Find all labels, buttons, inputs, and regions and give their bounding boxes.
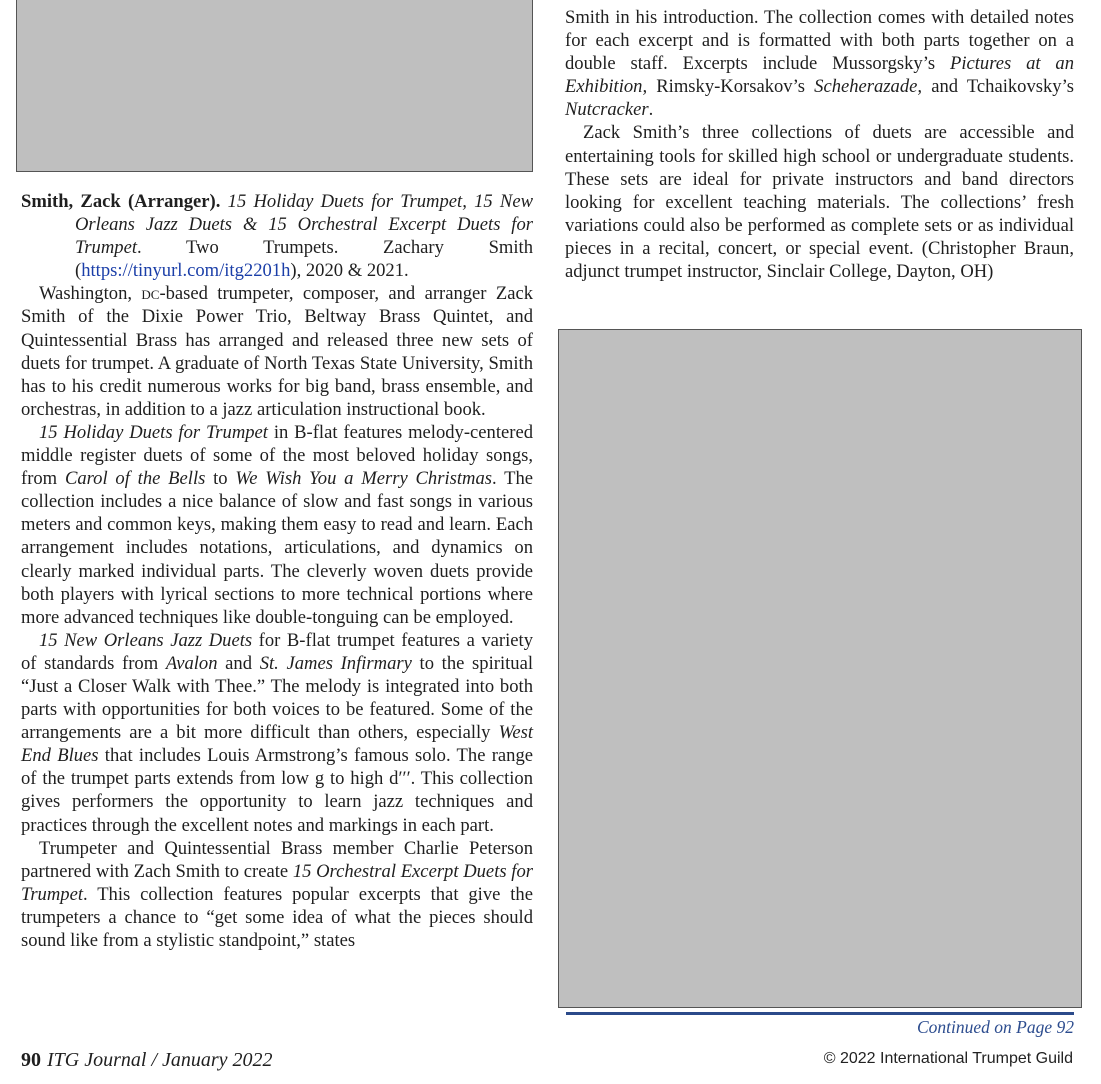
paragraph-4-continued: Smith in his introduction. The collection comes with detailed notes for each excerpt and is formatted with both parts together on a double staff. Excerpts include Mussorgsky’s Pictures at an Exhibition, Rimsky-Korsakov’s Scheherazade, and Tchaikovsky’s Nutcracker. (565, 7, 1074, 121)
copyright: © 2022 International Trumpet Guild (823, 1050, 1073, 1067)
author-name: Smith, Zack (21, 191, 121, 212)
paragraph-4: Trumpeter and Quintessential Brass member Charlie Peterson partnered with Zach Smith to create 15 Orchestral Excerpt Duets for Trumpet. This collection features popular excerpts that give the trumpeters a chance to “get some idea of what the pieces should sound like from a stylistic standpoint,” states (21, 837, 533, 951)
right-column (565, 6, 1074, 283)
paragraph-1: Washington, dc-based trumpeter, composer, and arranger Zack Smith of the Dixie Power Trio, Beltway Brass Quintet, and Quintessential Brass has arranged and released three new sets of duets for trumpet. A graduate of North Texas State University, Smith has to his credit numerous works for big band, brass ensemble, and orchestras, in addition to a jazz articulation instructional book. (21, 283, 534, 420)
publication-date: ), 2020 & 2021. (290, 260, 409, 282)
photo-placeholder-right (558, 329, 1082, 1008)
divider-rule (566, 1012, 1074, 1015)
left-column (21, 190, 533, 954)
review-headline: Smith, Zack (Arranger). 15 Holiday Duets for Trumpet, 15 New Orleans Jazz Duets & 15 Orchestral Excerpt Duets for Trumpet. Two Trumpets. Zachary Smith (https://tinyurl.com/itg2201h), 2020 & 2021. (21, 191, 534, 282)
author-role: (Arranger) (127, 191, 216, 212)
paragraph-3: 15 New Orleans Jazz Duets for B-flat trumpet features a variety of standards from Avalon and St. James Infirmary to the spiritual “Just a Closer Walk with Thee.” The melody is integrated into both parts with opportunities for both voices to be featured. Some of the arrangements are a bit more difficult than others, especially West End Blues that includes Louis Armstrong’s famous solo. The range of the trumpet parts extends from low g to high d′′′. This collection gives performers the opportunity to learn jazz techniques and practices through the excellent notes and markings in each part. (21, 629, 533, 836)
photo-placeholder-top (16, 0, 533, 172)
paragraph-5: Zack Smith’s three collections of duets are accessible and entertaining tools for skilled high school or undergraduate students. These sets are ideal for private instructors and band directors looking for excellent teaching materials. The collections’ fresh variations could also be performed as complete sets or as individual pieces in a recital, concert, or special event. (Christopher Braun, adjunct trumpet instructor, Sinclair College, Dayton, OH) (565, 122, 1074, 283)
page-number: 90 (21, 1049, 41, 1071)
journal-title: ITG Journal / January 2022 (47, 1049, 273, 1071)
publisher-link[interactable]: https://tinyurl.com/itg2201h (81, 260, 291, 282)
publication-title: 15 Holiday Duets for Trumpet, 15 New Orleans Jazz Duets & 15 Orchestral Excerpt Duets for Trumpet (75, 191, 533, 259)
paragraph-2: 15 Holiday Duets for Trumpet in B-flat features melody-centered middle register duets of some of the most beloved holiday songs, from Carol of the Bells to We Wish You a Merry Christmas. The collection includes a nice balance of slow and fast songs in various meters and common keys, making them easy to read and learn. Each arrangement includes notations, articulations, and dynamics on clearly marked individual parts. The cleverly woven duets provide both players with lyrical sections to more technical portions where more advanced techniques like double-tonguing can be employed. (21, 421, 533, 628)
continued-link[interactable]: Continued on Page 92 (917, 1017, 1074, 1037)
footer-left (21, 1049, 273, 1072)
instrumentation: Two Trumpets. Zachary Smith ( (75, 237, 534, 282)
